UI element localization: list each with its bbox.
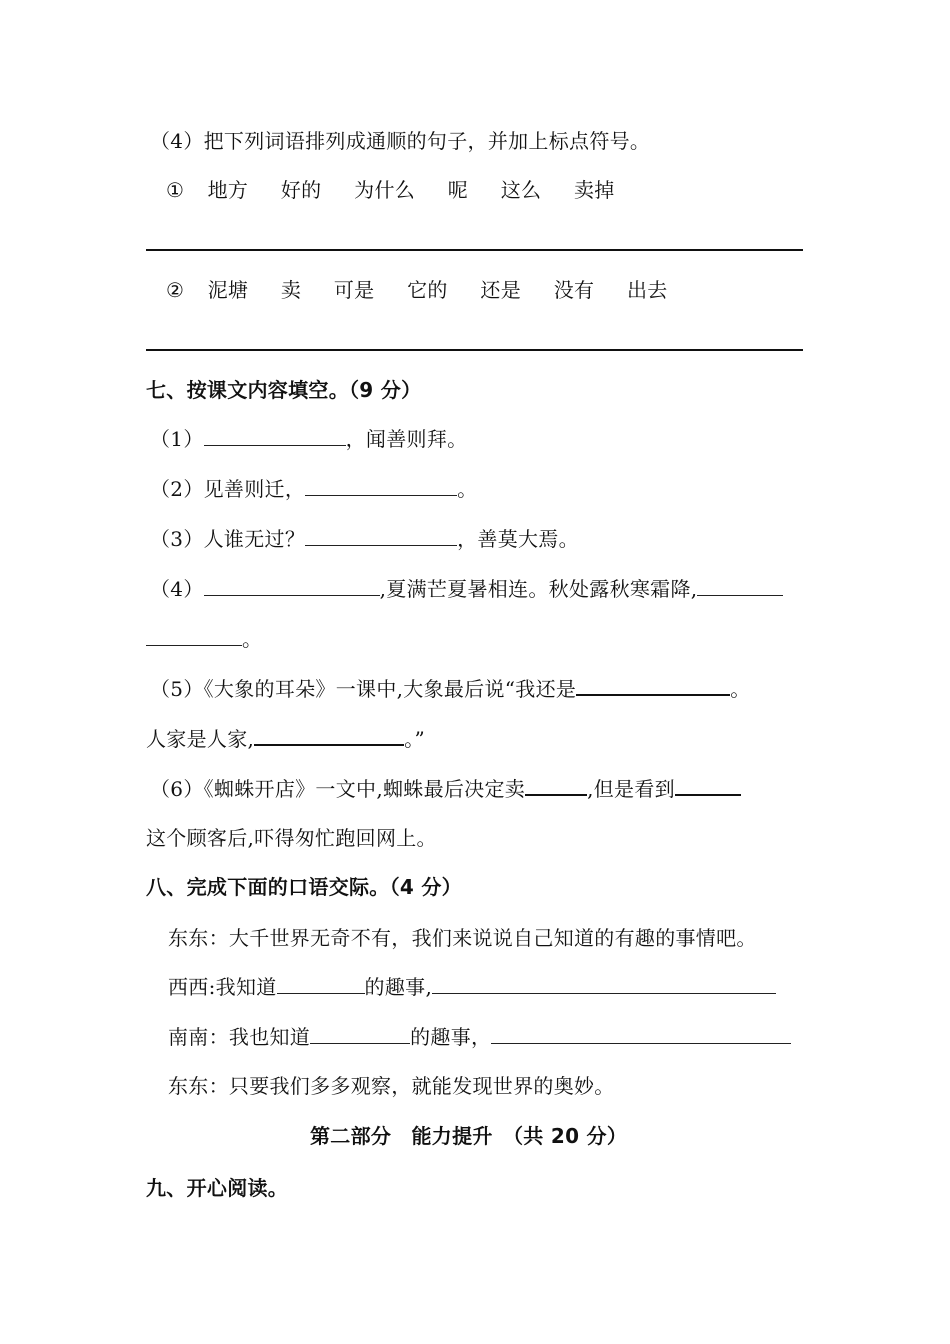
word: 还是	[480, 278, 522, 302]
fill-blank[interactable]	[305, 475, 457, 496]
word: 为什么	[354, 178, 416, 202]
word: 卖	[280, 278, 302, 302]
dialogue-line-2: 西西:我知道 的趣事,	[168, 973, 776, 1001]
fill-blank[interactable]	[277, 973, 365, 994]
fill-blank[interactable]	[675, 774, 741, 796]
dialogue-line-1: 东东：大千世界无奇不有，我们来说说自己知道的有趣的事情吧。	[168, 926, 757, 950]
word: 它的	[407, 278, 448, 302]
fill-blank[interactable]	[204, 575, 380, 596]
fill-line-5-cont: 人家是人家, 。”	[146, 724, 425, 753]
fill-blank[interactable]	[305, 525, 457, 546]
fill-line-6-cont: 这个顾客后,吓得匆忙跑回网上。	[146, 826, 437, 850]
fill-blank[interactable]	[432, 973, 776, 994]
fill-blank[interactable]	[254, 724, 404, 746]
fill-blank[interactable]	[697, 575, 783, 596]
fill-line-2: （2）见善则迁， 。	[150, 477, 478, 501]
section-8-heading: 八、完成下面的口语交际。（4 分）	[146, 875, 462, 899]
answer-line-2[interactable]	[146, 349, 803, 351]
dialogue-line-3: 南南：我也知道 的趣事，	[168, 1023, 791, 1051]
word: 这么	[500, 178, 542, 202]
item-number: ①	[166, 178, 185, 202]
fill-line-4-cont: 。	[146, 625, 262, 653]
fill-blank[interactable]	[491, 1023, 791, 1044]
word: 没有	[553, 278, 595, 302]
section-9-heading: 九、开心阅读。	[146, 1176, 289, 1200]
fill-line-6: （6）《蜘蛛开店》一文中,蜘蛛最后决定卖 ,但是看到	[150, 774, 741, 803]
section-7-heading: 七、按课文内容填空。（9 分）	[146, 378, 422, 402]
item-number: ②	[166, 278, 185, 302]
dialogue-line-4: 东东：只要我们多多观察，就能发现世界的奥妙。	[168, 1074, 615, 1098]
fill-blank[interactable]	[204, 425, 346, 446]
fill-line-4: （4） ,夏满芒夏暑相连。秋处露秋寒霜降,	[150, 575, 783, 603]
word: 卖掉	[573, 178, 615, 202]
word: 好的	[280, 178, 322, 202]
fill-blank[interactable]	[146, 625, 242, 646]
answer-line-1[interactable]	[146, 249, 803, 251]
q4-instruction: （4）把下列词语排列成通顺的句子，并加上标点符号。	[150, 129, 651, 153]
word: 地方	[207, 178, 249, 202]
word: 出去	[626, 278, 668, 302]
q4-item-2	[166, 276, 668, 304]
part-2-heading: 第二部分 能力提升 （共 20 分）	[310, 1124, 628, 1148]
fill-line-3: （3）人谁无过？ ，善莫大焉。	[150, 527, 579, 551]
word: 可是	[333, 278, 375, 302]
fill-line-5: （5）《大象的耳朵》一课中,大象最后说“我还是 。	[150, 674, 751, 703]
fill-blank[interactable]	[576, 674, 730, 696]
fill-blank[interactable]	[310, 1023, 410, 1044]
fill-blank[interactable]	[525, 774, 587, 796]
q4-item-1	[166, 176, 615, 204]
word: 泥塘	[207, 278, 249, 302]
word: 呢	[447, 178, 469, 202]
fill-line-1: （1） ，闻善则拜。	[150, 427, 468, 451]
